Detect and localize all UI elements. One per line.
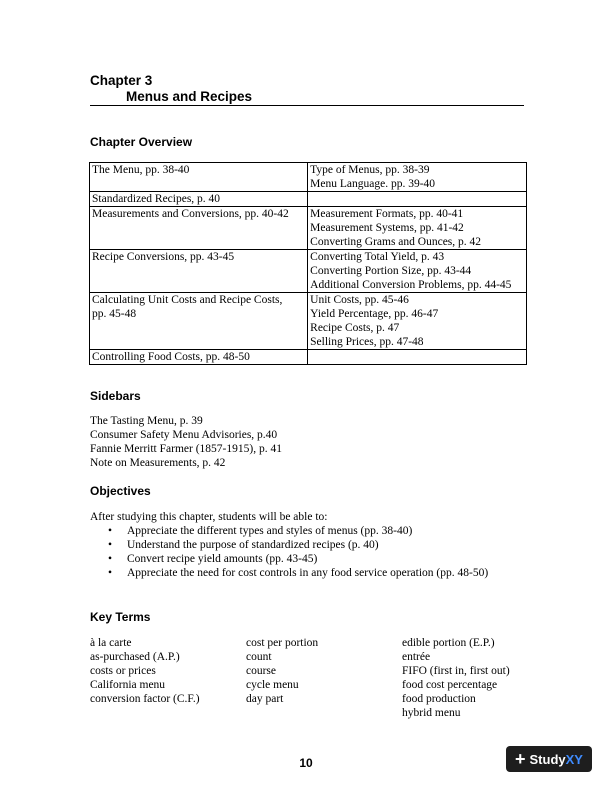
objectives-intro: After studying this chapter, students will be able to: bbox=[90, 511, 328, 523]
overview-row bbox=[90, 350, 527, 365]
overview-topic: Measurements and Conversions, pp. 40-42 bbox=[92, 208, 289, 220]
overview-row bbox=[90, 163, 527, 192]
key-term: course bbox=[246, 665, 277, 677]
brand-accent: XY bbox=[565, 751, 583, 767]
overview-row bbox=[90, 293, 527, 350]
overview-subtopic-cell bbox=[308, 192, 527, 207]
overview-subtopic: Unit Costs, pp. 45-46 bbox=[310, 294, 409, 306]
key-term: food production bbox=[402, 693, 476, 705]
sidebar-entry: Consumer Safety Menu Advisories, p.40 bbox=[90, 429, 278, 441]
overview-topic: Recipe Conversions, pp. 43-45 bbox=[92, 251, 235, 263]
brand-wordmark bbox=[530, 752, 583, 767]
overview-subtopic-cell bbox=[308, 350, 527, 365]
bullet-icon: • bbox=[108, 553, 113, 565]
key-terms-column-3 bbox=[402, 636, 510, 720]
overview-subtopic: Recipe Costs, p. 47 bbox=[310, 322, 400, 334]
overview-subtopic: Yield Percentage, pp. 46-47 bbox=[310, 308, 439, 320]
sidebar-entry: The Tasting Menu, p. 39 bbox=[90, 415, 203, 427]
overview-topic-cell bbox=[90, 293, 308, 350]
page-number: 10 bbox=[299, 756, 313, 770]
objective-item bbox=[90, 552, 488, 566]
overview-subtopic-cell bbox=[308, 250, 527, 293]
brand-main: Study bbox=[529, 751, 566, 767]
overview-subtopic: Converting Portion Size, pp. 43-44 bbox=[310, 265, 472, 277]
overview-topic: pp. 45-48 bbox=[92, 308, 137, 320]
key-term: hybrid menu bbox=[402, 707, 461, 719]
key-terms-column-2 bbox=[246, 636, 318, 706]
chapter-title: Menus and Recipes bbox=[126, 89, 253, 104]
overview-topic: Standardized Recipes, p. 40 bbox=[92, 193, 221, 205]
key-term: entrée bbox=[402, 651, 431, 663]
overview-row bbox=[90, 192, 527, 207]
objectives-list bbox=[90, 524, 488, 580]
key-term: cost per portion bbox=[246, 637, 319, 649]
overview-subtopic-cell bbox=[308, 207, 527, 250]
overview-topic-cell bbox=[90, 192, 308, 207]
objective-item bbox=[90, 524, 488, 538]
objectives-heading: Objectives bbox=[90, 484, 151, 498]
overview-subtopic: Menu Language. pp. 39-40 bbox=[310, 178, 436, 190]
overview-topic: The Menu, pp. 38-40 bbox=[92, 164, 190, 176]
key-term: as-purchased (A.P.) bbox=[90, 651, 180, 663]
overview-subtopic: Selling Prices, pp. 47-48 bbox=[310, 336, 424, 348]
studyxy-badge[interactable] bbox=[506, 746, 592, 772]
key-term: conversion factor (C.F.) bbox=[90, 693, 200, 705]
overview-subtopic: Type of Menus, pp. 38-39 bbox=[310, 164, 430, 176]
title-divider bbox=[90, 105, 524, 106]
key-term: à la carte bbox=[90, 637, 132, 649]
bullet-icon: • bbox=[108, 539, 113, 551]
overview-subtopic-cell bbox=[308, 163, 527, 192]
overview-subtopic: Measurement Systems, pp. 41-42 bbox=[310, 222, 464, 234]
key-term: food cost percentage bbox=[402, 679, 498, 691]
chapter-number: Chapter 3 bbox=[90, 73, 153, 88]
sidebar-entry: Fannie Merritt Farmer (1857-1915), p. 41 bbox=[90, 443, 282, 455]
bullet-icon: • bbox=[108, 525, 113, 537]
sidebars-list bbox=[90, 414, 282, 470]
key-term: California menu bbox=[90, 679, 166, 691]
key-terms-column-1 bbox=[90, 636, 200, 706]
sidebar-entry: Note on Measurements, p. 42 bbox=[90, 457, 226, 469]
overview-subtopic: Measurement Formats, pp. 40-41 bbox=[310, 208, 464, 220]
overview-topic-cell bbox=[90, 163, 308, 192]
bullet-icon: • bbox=[108, 567, 113, 579]
overview-subtopic: Additional Conversion Problems, pp. 44-45 bbox=[310, 279, 512, 291]
key-term: day part bbox=[246, 693, 284, 705]
objective-text: Understand the purpose of standardized recipes (p. 40) bbox=[127, 539, 379, 551]
overview-topic: Calculating Unit Costs and Recipe Costs, bbox=[92, 294, 283, 306]
objective-item bbox=[90, 566, 488, 580]
key-term: edible portion (E.P.) bbox=[402, 637, 495, 649]
overview-subtopic: Converting Grams and Ounces, p. 42 bbox=[310, 236, 482, 248]
key-term: FIFO (first in, first out) bbox=[402, 665, 510, 677]
key-term: cycle menu bbox=[246, 679, 299, 691]
objective-text: Convert recipe yield amounts (pp. 43-45) bbox=[127, 553, 318, 565]
chapter-overview-table bbox=[89, 162, 527, 365]
overview-topic-cell bbox=[90, 207, 308, 250]
objective-item bbox=[90, 538, 488, 552]
overview-row bbox=[90, 207, 527, 250]
chapter-overview-heading: Chapter Overview bbox=[90, 135, 193, 149]
overview-subtopic-cell bbox=[308, 293, 527, 350]
overview-topic-cell bbox=[90, 250, 308, 293]
overview-row bbox=[90, 250, 527, 293]
overview-topic-cell bbox=[90, 350, 308, 365]
key-term: count bbox=[246, 651, 272, 663]
overview-topic: Controlling Food Costs, pp. 48-50 bbox=[92, 351, 250, 363]
overview-subtopic: Converting Total Yield, p. 43 bbox=[310, 251, 445, 263]
key-term: costs or prices bbox=[90, 665, 156, 677]
objective-text: Appreciate the different types and styles of menus (pp. 38-40) bbox=[127, 525, 413, 537]
sidebars-heading: Sidebars bbox=[90, 389, 141, 403]
plus-icon: + bbox=[515, 749, 526, 769]
key-terms-heading: Key Terms bbox=[90, 610, 151, 624]
objective-text: Appreciate the need for cost controls in any food service operation (pp. 48-50) bbox=[127, 567, 489, 579]
